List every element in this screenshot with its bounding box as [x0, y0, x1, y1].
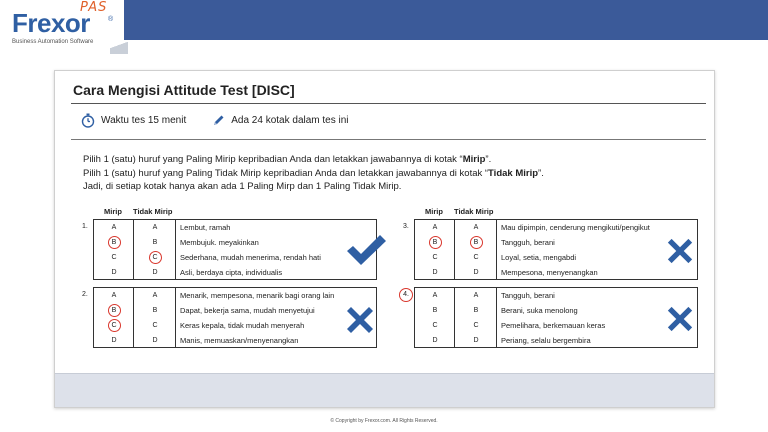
answer-row: B B Membujuk. meyakinkan: [94, 235, 376, 250]
answer-row: A A Tangguh, berani: [432, 291, 555, 300]
question-number: 3.: [403, 223, 409, 230]
answer-row: A A Menarik, mempesona, menarik bagi orang lain: [111, 291, 335, 300]
answer-row: C C Sederhana, mudah menerima, rendah hati: [111, 253, 321, 262]
cross-icon: [666, 305, 694, 333]
answer-row: D D Periang, selalu bergembira: [432, 336, 591, 345]
logo-badge: PAS: [80, 0, 108, 15]
answer-row: C C Loyal, setia, mengabdi: [432, 253, 577, 262]
answer-row: B B Dapat, bekerja sama, mudah menyetujui: [94, 303, 376, 318]
answer-row: D D Asli, berdaya cipta, individualis: [111, 268, 283, 277]
instruction-line-1: Pilih 1 (satu) huruf yang Paling Mirip kepribadian Anda dan letakkan jawabannya di kotak “Mirip”.: [83, 154, 492, 165]
answer-row: C C Keras kepala, tidak mudah menyerah: [94, 318, 376, 333]
logo-wordmark: Frexor: [12, 8, 90, 38]
selected-mirip: B: [429, 236, 442, 249]
card-footer: [55, 373, 714, 407]
answer-row: D D Manis, memuaskan/menyenangkan: [111, 336, 299, 345]
copyright-text: © Copyright by Frexor.com. All Rights Reserved.: [330, 418, 438, 424]
logo-tagline: Business Automation Software: [12, 39, 94, 45]
time-label: Waktu tes 15 menit: [101, 115, 187, 126]
header-mirip-left: Mirip: [104, 207, 122, 216]
selected-tidak-mirip: C: [149, 251, 162, 264]
answer-row: B B Berani, suka menolong: [432, 306, 578, 315]
boxes-label: Ada 24 kotak dalam tes ini: [231, 115, 349, 126]
page-title: Cara Mengisi Attitude Test [DISC]: [73, 82, 295, 98]
selected-mirip: B: [108, 304, 121, 317]
header-mirip-right: Mirip: [425, 207, 443, 216]
logo-registered: ®: [108, 16, 114, 23]
header-tidak-mirip-left: Tidak Mirip: [133, 207, 173, 216]
answer-row: C C Pemelihara, berkemauan keras: [432, 321, 606, 330]
instructions: [83, 153, 544, 194]
cross-icon: [345, 305, 375, 335]
boxes-info: [212, 114, 348, 127]
time-info: [81, 113, 186, 128]
question-number: 4.: [399, 288, 413, 302]
instruction-line-3: Jadi, di setiap kotak hanya akan ada 1 Paling Mirp dan 1 Paling Tidak Mirip.: [83, 181, 402, 192]
question-box-2: [93, 287, 377, 348]
answer-row: D D Mempesona, menyenangkan: [432, 268, 598, 277]
info-divider: [71, 139, 706, 140]
header-tidak-mirip-right: Tidak Mirip: [454, 207, 494, 216]
question-box-1: [93, 219, 377, 280]
question-box-3: [414, 219, 698, 280]
question-box-4: [414, 287, 698, 348]
answer-row: B B Tangguh, berani: [415, 235, 697, 250]
test-info: [81, 113, 375, 128]
question-number: 1.: [82, 223, 88, 230]
selected-tidak-mirip: B: [470, 236, 483, 249]
instruction-line-2: Pilih 1 (satu) huruf yang Paling Tidak Mirip kepribadian Anda dan letakkan jawabannya di kotak “Tidak Mirip”.: [83, 167, 544, 179]
logo-corner: [110, 40, 128, 54]
cross-icon: [666, 237, 694, 265]
title-divider: [71, 103, 706, 104]
answer-row: A A Mau dipimpin, cenderung mengikuti/pengikut: [432, 223, 650, 232]
answer-row: A A Lembut, ramah: [111, 223, 231, 232]
pencil-icon: [212, 114, 225, 127]
instruction-card: [54, 70, 715, 408]
stopwatch-icon: [81, 113, 95, 128]
selected-mirip: B: [108, 236, 121, 249]
checkmark-icon: [345, 233, 387, 267]
question-number: 2.: [82, 291, 88, 298]
brand-logo: [0, 0, 124, 52]
selected-tidak-mirip: C: [108, 319, 121, 332]
